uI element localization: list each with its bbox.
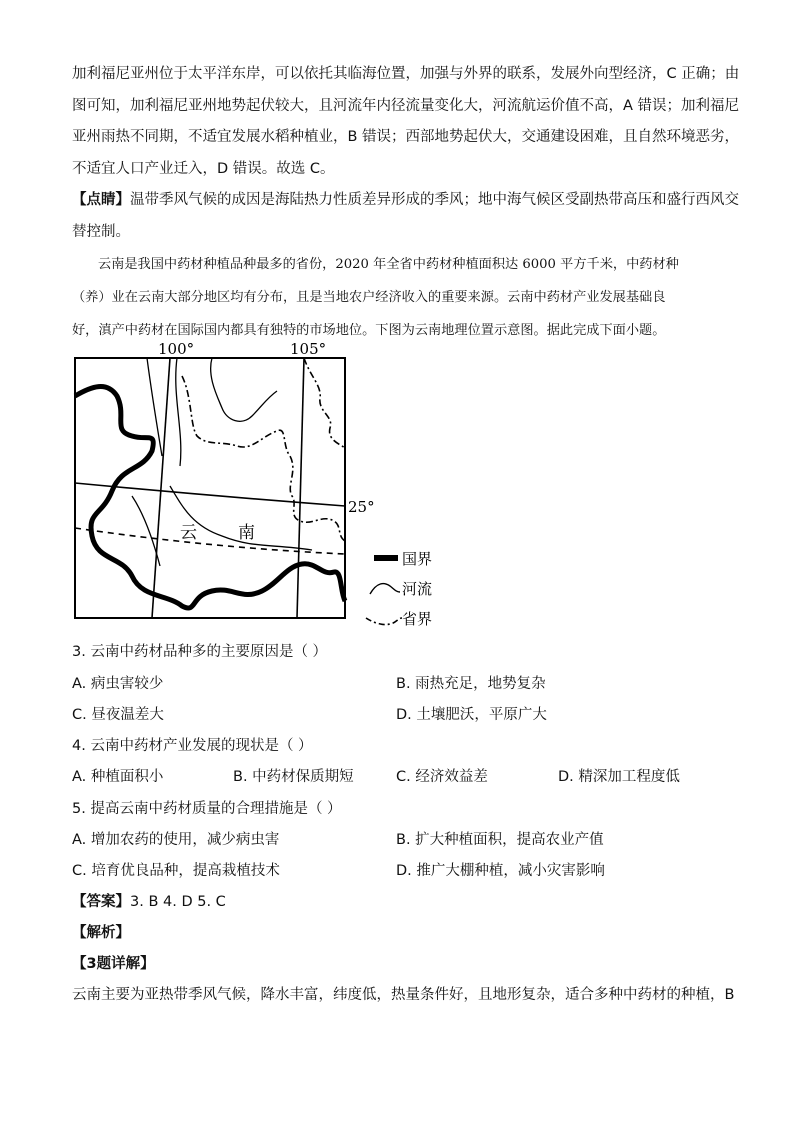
q3-option-a: A. 病虫害较少	[72, 676, 164, 692]
legend-river-label: 河流	[402, 580, 433, 598]
text-line: 好，滇产中药材在国际国内都具有独特的市场地位。下图为云南地理位置示意图。据此完成下面小题。	[72, 323, 666, 338]
legend-provincial-border-swatch	[366, 618, 402, 625]
meridian-100	[152, 358, 170, 618]
text-line: 图可知，加利福尼亚州地势起伏较大，且河流年内径流量变化大，河流航运价值不高，A 错误；加利福尼	[72, 97, 740, 114]
text-line: 加利福尼亚州位于太平洋东岸，可以依托其临海位置，加强与外界的联系，发展外向型经济，C 正确；由	[72, 66, 740, 82]
longitude-label-100: 100°	[158, 340, 195, 358]
meridian-105	[297, 358, 304, 618]
q3-option-c: C. 昼夜温差大	[72, 707, 164, 723]
q5-option-a: A. 增加农药的使用，减少病虫害	[72, 832, 280, 848]
legend-river-swatch	[370, 584, 400, 594]
q4-option-a: A. 种植面积小	[72, 769, 164, 785]
q3-option-d: D. 土壤肥沃，平原广大	[396, 707, 547, 723]
answer-tag: 【答案】	[72, 894, 130, 910]
text-line: 亚州雨热不同期，不适宜发展水稻种植业，B 错误；西部地势起伏大，交通建设困难，且自然环境恶劣，	[72, 129, 740, 145]
text-line: 替控制。	[72, 223, 130, 240]
dianjing-paragraph	[72, 185, 739, 248]
national-border	[75, 387, 345, 608]
q5-option-c: C. 培育优良品种，提高栽植技术	[72, 863, 280, 879]
analysis-tag: 【解析】	[72, 925, 130, 941]
intro-passage	[72, 248, 722, 347]
river	[211, 358, 277, 421]
latitude-label-25: 25°	[348, 498, 375, 516]
detail-3-tag: 【3题详解】	[72, 956, 155, 972]
question-4-stem: 4. 云南中药材产业发展的现状是（ ）	[72, 738, 313, 754]
detail-3-text: 云南主要为亚热带季风气候，降水丰富，纬度低，热量条件好，且地形复杂，适合多种中药材的种植，B	[72, 987, 735, 1003]
legend-national-border-label: 国界	[402, 550, 433, 568]
dianjing-tag: 【点睛】	[72, 192, 130, 208]
region-label-nan: 南	[238, 523, 255, 543]
dianjing-text: 温带季风气候的成因是海陆热力性质差异形成的季风；地中海气候区受副热带高压和盛行西风交	[130, 192, 739, 208]
q4-option-d: D. 精深加工程度低	[558, 769, 680, 785]
legend-provincial-border-label: 省界	[402, 610, 433, 626]
q5-option-d: D. 推广大棚种植，减小灾害影响	[396, 863, 605, 879]
region-label-yun: 云	[180, 523, 197, 543]
tropic-line	[75, 528, 345, 554]
q4-option-b: B. 中药材保质期短	[233, 769, 354, 785]
answer-line	[72, 890, 226, 911]
q5-option-b: B. 扩大种植面积，提高农业产值	[396, 832, 604, 848]
text-line: （养）业在云南大部分地区均有分布，且是当地农户经济收入的重要来源。云南中药材产业发展基础良	[72, 290, 666, 305]
q4-option-c: C. 经济效益差	[396, 769, 488, 785]
answer-text: 3. B 4. D 5. C	[130, 894, 226, 910]
question-3-stem: 3. 云南中药材品种多的主要原因是（ ）	[72, 644, 328, 660]
river	[176, 358, 181, 466]
text-line	[72, 185, 739, 217]
q3-option-b: B. 雨热充足，地势复杂	[396, 676, 546, 692]
yunnan-map-figure	[72, 336, 472, 626]
text-line: 不适宜人口产业迁入，D 错误。故选 C。	[72, 160, 335, 177]
text-line: 云南是我国中药材种植品种最多的省份，2020 年全省中药材种植面积达 6000 平方千米，中药材种	[98, 257, 679, 272]
provincial-border	[304, 358, 345, 448]
explanation-paragraph	[72, 59, 740, 185]
map-svg	[72, 336, 472, 626]
question-5-stem: 5. 提高云南中药材质量的合理措施是（ ）	[72, 801, 342, 817]
longitude-label-105: 105°	[290, 340, 327, 358]
